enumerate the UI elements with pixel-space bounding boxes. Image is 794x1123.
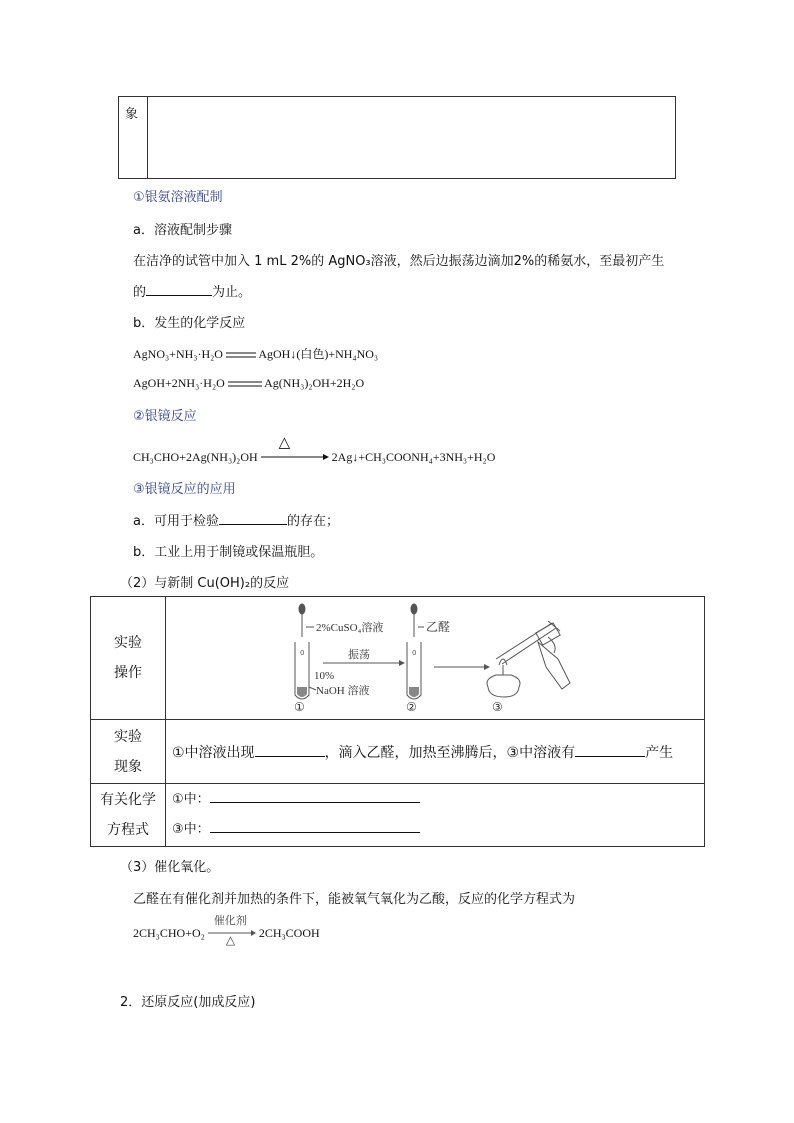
heat-symbol: △	[225, 933, 236, 947]
eq2-left: AgOH+2NH₃·H₂O	[133, 376, 225, 390]
para2-post: 为止。	[212, 285, 252, 300]
heating-apparatus	[487, 621, 570, 697]
shake-label: 振荡	[348, 648, 370, 661]
catalyst-label: 催化剂	[213, 915, 247, 927]
eq2-right: Ag(NH₃)₂OH+2H₂O	[264, 376, 365, 390]
oxidation-equation	[133, 915, 320, 947]
reagent2-label: 乙醛	[426, 620, 451, 634]
top-table-content	[148, 97, 676, 179]
equals-sign	[228, 380, 262, 388]
para2-pre: 的	[133, 285, 147, 300]
equation-line1-label: ①中：	[172, 792, 210, 807]
svg-text:0: 0	[412, 649, 417, 657]
row1-label: 实验 操作	[91, 597, 166, 720]
para1: 在洁净的试管中加入 1 mL 2%的 AgNO₃溶液，然后边振荡边滴加2%的稀氨水，至最初产生	[133, 254, 665, 269]
equation-1	[133, 345, 378, 362]
eq1-left: AgNO₃+NH₃·H₂O	[133, 347, 223, 361]
silver-eq-right: 2Ag↓+CH₃COONH₄+3NH₃+H₂O	[331, 450, 496, 464]
heat-symbol: △	[278, 435, 291, 451]
catalyst-arrow	[208, 915, 256, 947]
para2	[133, 281, 251, 300]
arrow-icon	[261, 453, 329, 463]
blank-5[interactable]	[210, 790, 420, 803]
oxidation-heading: （3）催化氧化。	[120, 860, 220, 875]
ox-eq-right: 2CH₃COOH	[258, 926, 320, 940]
equation-cell	[166, 784, 705, 847]
svg-text:0: 0	[300, 649, 305, 657]
naoh-label: NaOH 溶液	[316, 685, 370, 697]
item-a	[133, 510, 339, 529]
dropper-1	[299, 604, 305, 637]
row2-label: 实验 现象	[91, 720, 166, 784]
naoh-pct-label: 10%	[314, 670, 335, 682]
item-a-post: 的存在；	[286, 514, 339, 529]
experiment-figure	[166, 597, 705, 720]
blank-3[interactable]	[255, 744, 325, 757]
cu-table	[90, 596, 705, 847]
eq1-right: AgOH↓(白色)+NH₄NO₃	[258, 347, 379, 361]
step3-label: ③	[492, 700, 503, 714]
blank-6[interactable]	[210, 820, 420, 833]
phenomenon-post: 产生	[645, 744, 674, 761]
silver-eq-left: CH₃CHO+2Ag(NH₃)₂OH	[133, 450, 258, 464]
section-c-title: ③银镜反应的应用	[133, 482, 236, 497]
blank-1[interactable]	[146, 283, 212, 296]
cu-heading: （2）与新制 Cu(OH)₂的反应	[120, 576, 290, 591]
phenomenon-pre: ①中溶液出现	[172, 744, 255, 761]
step-b: b．发生的化学反应	[133, 316, 246, 331]
row3-label: 有关化学 方程式	[91, 784, 166, 847]
blank-2[interactable]	[219, 512, 287, 525]
silver-mirror-equation	[133, 435, 496, 465]
reduction-heading: 2．还原反应(加成反应)	[120, 995, 256, 1010]
step2-label: ②	[406, 700, 417, 714]
phenomenon-cell	[166, 720, 705, 784]
ox-eq-left: 2CH₃CHO+O₂	[133, 926, 205, 940]
equation-line2-label: ③中：	[172, 822, 210, 837]
top-table	[118, 96, 676, 179]
dropper-2	[411, 604, 417, 637]
apparatus-diagram	[166, 597, 704, 719]
section-b-title: ②银镜反应	[133, 409, 197, 424]
blank-4[interactable]	[575, 744, 645, 757]
oxidation-para: 乙醛在有催化剂并加热的条件下，能被氧气氧化为乙酸，反应的化学方程式为	[133, 892, 576, 907]
top-table-label: 象	[119, 97, 148, 179]
reaction-arrow	[261, 435, 329, 461]
equation-2	[133, 376, 364, 391]
item-b: b．工业上用于制镜或保温瓶胆。	[133, 545, 324, 560]
section-a-title: ①银氨溶液配制	[133, 190, 223, 205]
equals-sign	[226, 351, 256, 359]
step1-label: ①	[294, 700, 305, 714]
reagent1-label: 2%CuSO₄溶液	[316, 622, 384, 634]
phenomenon-mid: ，滴入乙醛，加热至沸腾后，③中溶液有	[324, 744, 576, 761]
step-a: a．溶液配制步骤	[133, 223, 232, 238]
item-a-pre: a．可用于检验	[133, 514, 219, 529]
